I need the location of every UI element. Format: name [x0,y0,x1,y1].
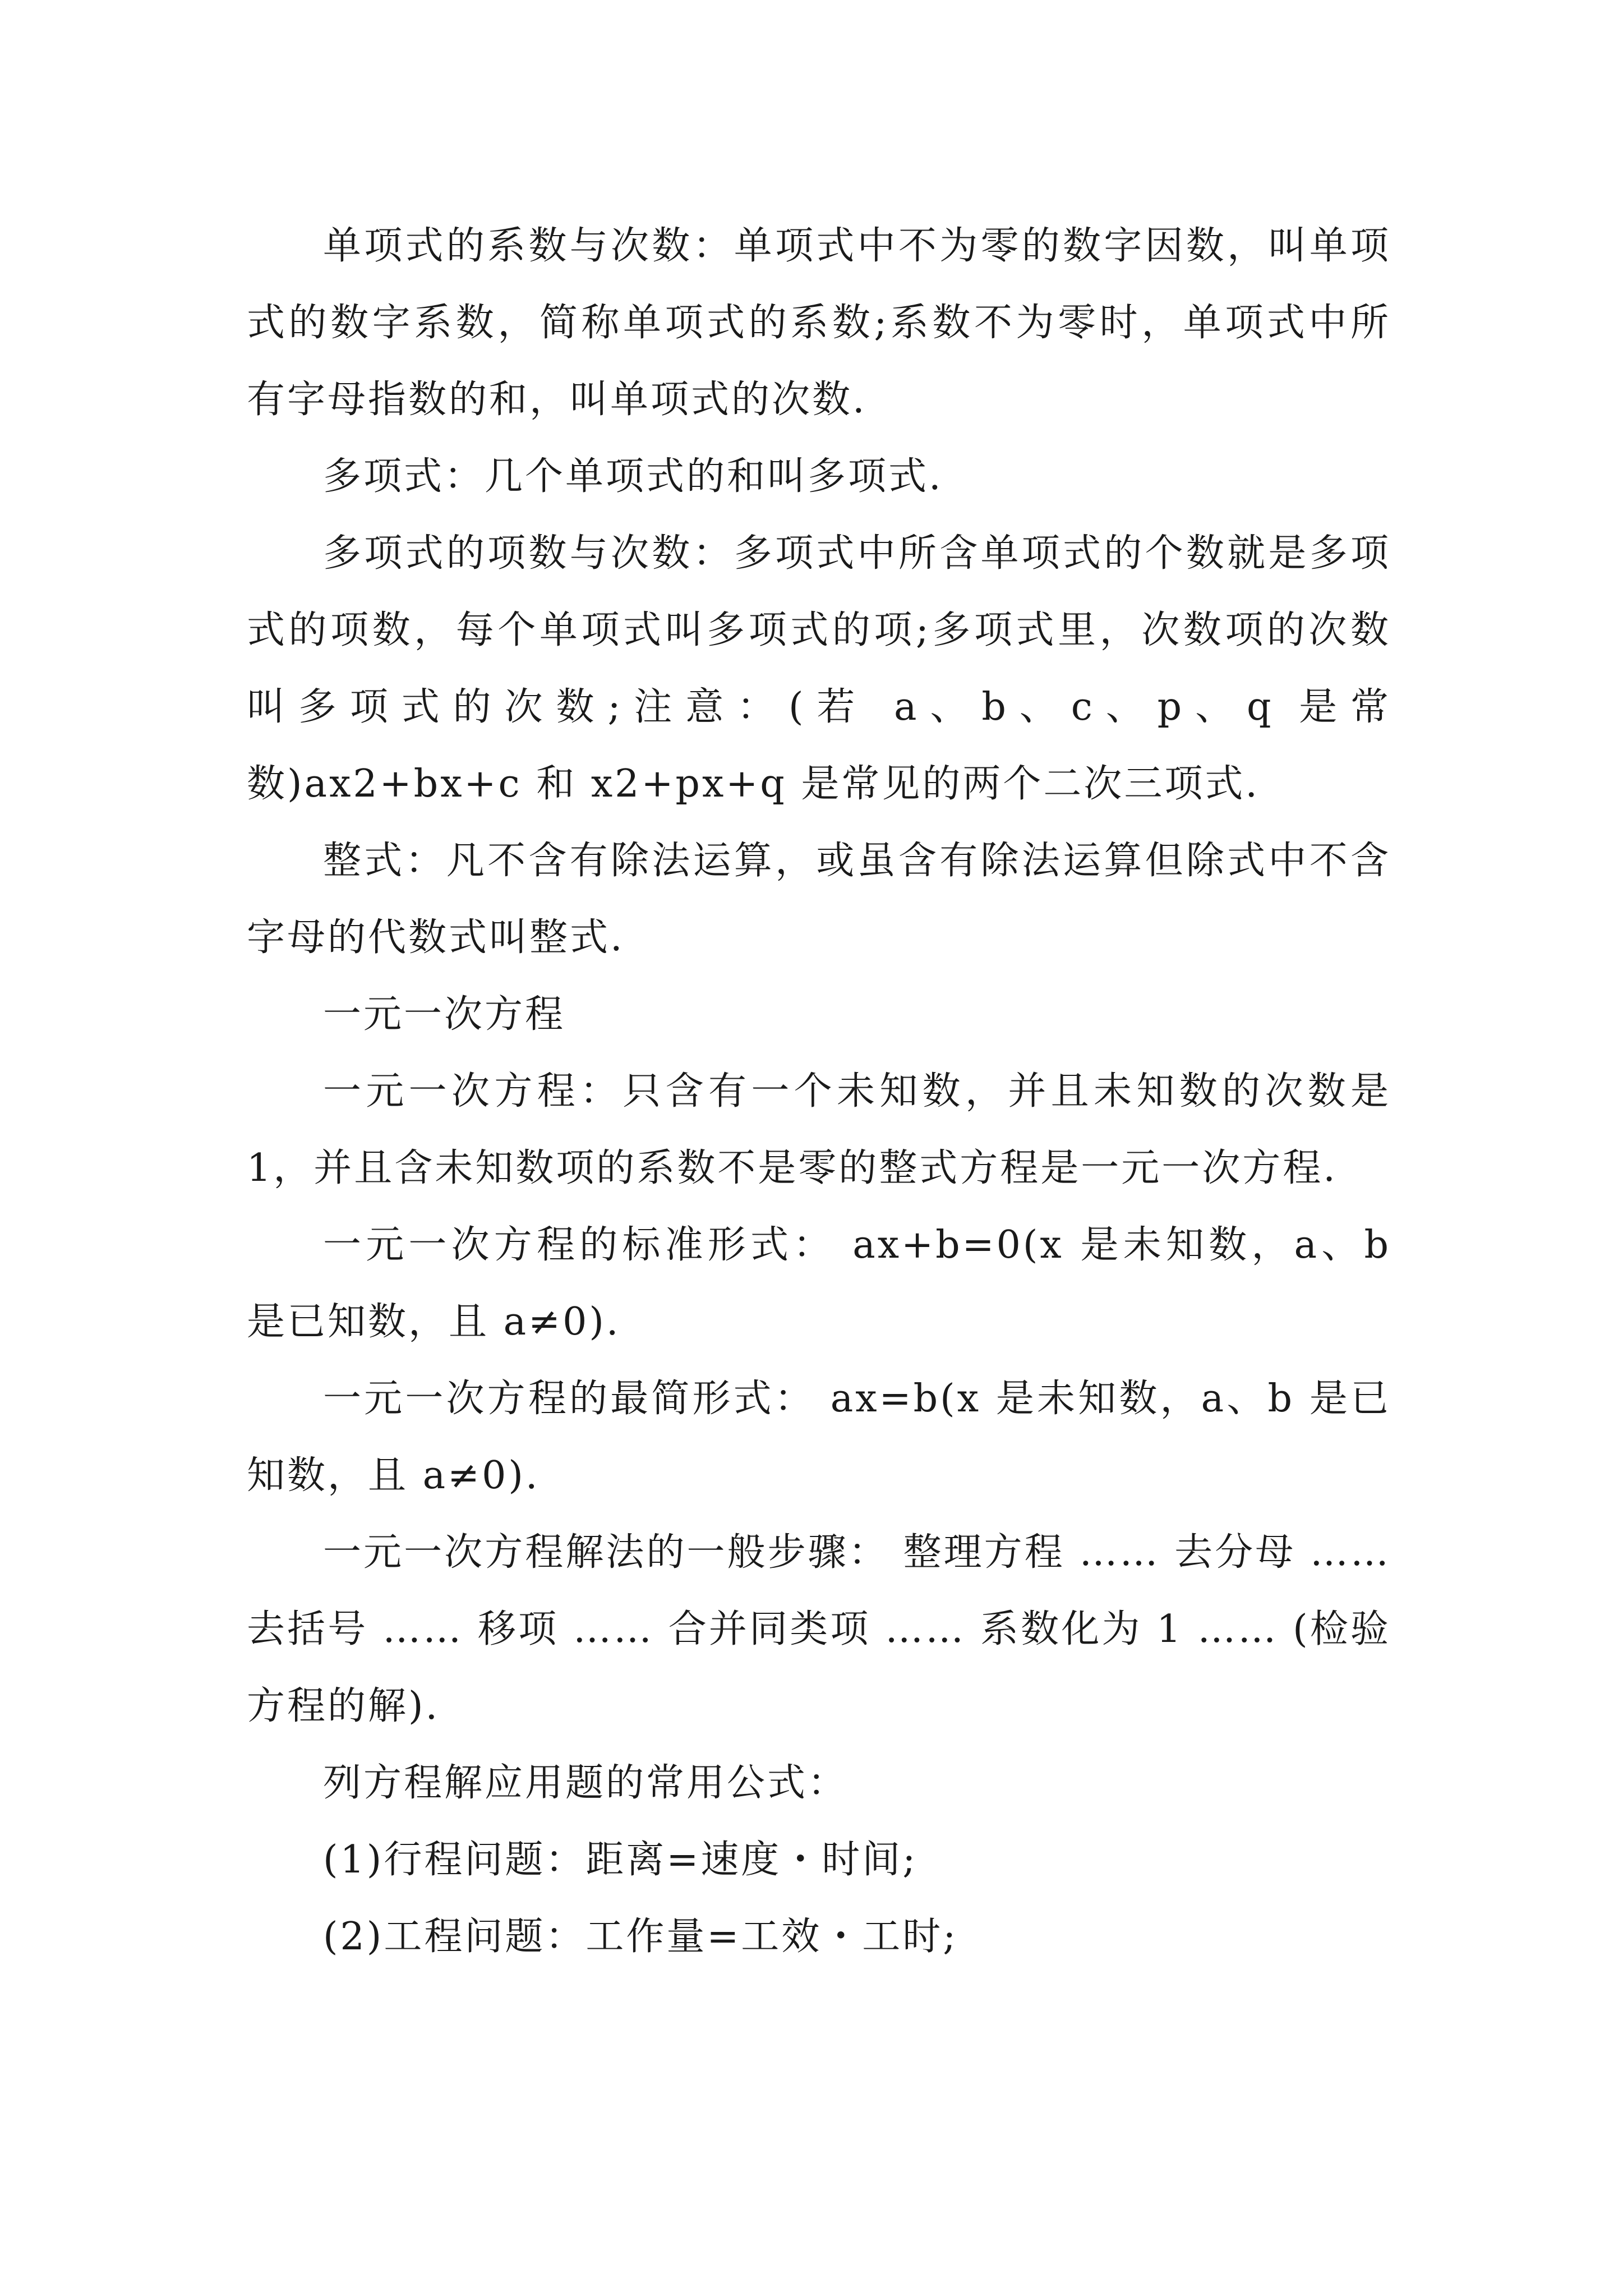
section-heading-linear-equation: 一元一次方程 [323,992,566,1037]
paragraph-common-formulas: 列方程解应用题的常用公式： [323,1761,849,1805]
paragraph-work-problem: (2)工程问题：工作量=工效・工时; [323,1915,958,1959]
paragraph-polynomial-definition: 多项式：几个单项式的和叫多项式. [323,454,943,499]
paragraph-standard-form: 一元一次方程的标准形式： ax+b=0(x 是未知数，a、b 是已知数，且 a≠0). [247,1223,1391,1344]
paragraph-polynomial-terms-degree: 多项式的项数与次数：多项式中所含单项式的个数就是多项式的项数，每个单项式叫多项式的项;多项式里，次数项的次数叫多项式的次数;注意：(若 a、b、c、p、q 是常数)ax2+bx+c 和 x2+px+q 是常见的两个二次三项式. [247,531,1391,806]
paragraph-integral-expression: 整式：凡不含有除法运算，或虽含有除法运算但除式中不含字母的代数式叫整式. [247,839,1391,960]
paragraph-simplest-form: 一元一次方程的最简形式： ax=b(x 是未知数，a、b 是已知数，且 a≠0). [247,1377,1391,1498]
paragraph-travel-problem: (1)行程问题：距离=速度・时间; [323,1838,918,1882]
paragraph-solution-steps: 一元一次方程解法的一般步骤： 整理方程 …… 去分母 …… 去括号 …… 移项 …… 合并同类项 …… 系数化为 1 …… (检验方程的解). [247,1530,1391,1728]
paragraph-monomial-coefficient-degree: 单项式的系数与次数：单项式中不为零的数字因数，叫单项式的数字系数，简称单项式的系数;系数不为零时，单项式中所有字母指数的和，叫单项式的次数. [247,224,1391,422]
document-body [247,208,1391,1975]
paragraph-linear-equation-definition: 一元一次方程：只含有一个未知数，并且未知数的次数是 1，并且含未知数项的系数不是零的整式方程是一元一次方程. [247,1069,1391,1190]
